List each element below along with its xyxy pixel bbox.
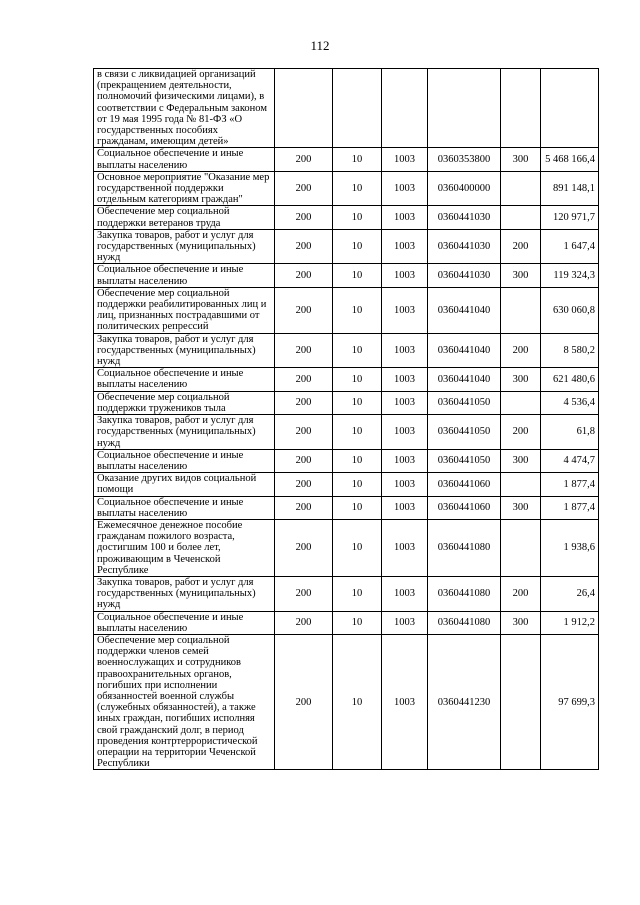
row-subsection-cell: 1003: [382, 264, 428, 287]
table-row: [94, 611, 599, 634]
row-amount-cell: 1 877,4: [541, 496, 599, 519]
row-expense-type-cell: 300: [501, 368, 541, 391]
table-row: [94, 634, 599, 769]
row-section-cell: 10: [333, 496, 382, 519]
row-name-cell: в связи с ликвидацией организаций (прекращением деятельности, полномочий физическими лицами), в соответствии с Федеральным законом от 19 мая 1995 года № 81-ФЗ «О государственных пособиях гражданам, имеющим детей»: [94, 69, 275, 148]
row-amount-cell: 119 324,3: [541, 264, 599, 287]
row-subsection-cell: 1003: [382, 611, 428, 634]
row-amount-cell: 1 647,4: [541, 229, 599, 264]
row-amount-cell: [541, 69, 599, 148]
row-amount-cell: 1 912,2: [541, 611, 599, 634]
row-amount-cell: 1 938,6: [541, 519, 599, 576]
row-subsection-cell: 1003: [382, 576, 428, 611]
row-expense-type-cell: [501, 391, 541, 414]
row-name-cell: Закупка товаров, работ и услуг для государственных (муниципальных) нужд: [94, 415, 275, 450]
row-section-cell: 10: [333, 519, 382, 576]
row-subsection-cell: 1003: [382, 171, 428, 206]
row-subsection-cell: 1003: [382, 287, 428, 333]
row-grbs-cell: 200: [275, 496, 333, 519]
row-target-article-cell: 0360441050: [428, 391, 501, 414]
row-grbs-cell: 200: [275, 148, 333, 171]
row-target-article-cell: 0360400000: [428, 171, 501, 206]
row-name-cell: Социальное обеспечение и иные выплаты населению: [94, 264, 275, 287]
row-section-cell: 10: [333, 391, 382, 414]
row-amount-cell: 621 480,6: [541, 368, 599, 391]
row-grbs-cell: [275, 69, 333, 148]
row-expense-type-cell: [501, 287, 541, 333]
table-row: [94, 391, 599, 414]
row-grbs-cell: 200: [275, 368, 333, 391]
row-grbs-cell: 200: [275, 206, 333, 229]
row-amount-cell: 630 060,8: [541, 287, 599, 333]
row-target-article-cell: 0360441050: [428, 415, 501, 450]
table-row: [94, 415, 599, 450]
row-grbs-cell: 200: [275, 576, 333, 611]
row-target-article-cell: 0360441040: [428, 368, 501, 391]
row-name-cell: Обеспечение мер социальной поддержки реабилитированных лиц и лиц, признанных пострадавшими от политических репрессий: [94, 287, 275, 333]
row-section-cell: 10: [333, 415, 382, 450]
budget-table: [93, 68, 599, 770]
row-expense-type-cell: 300: [501, 148, 541, 171]
row-subsection-cell: 1003: [382, 519, 428, 576]
row-section-cell: 10: [333, 449, 382, 472]
row-section-cell: 10: [333, 368, 382, 391]
row-expense-type-cell: 300: [501, 449, 541, 472]
row-amount-cell: 97 699,3: [541, 634, 599, 769]
row-expense-type-cell: [501, 634, 541, 769]
table-row: [94, 69, 599, 148]
row-target-article-cell: 0360441030: [428, 229, 501, 264]
row-amount-cell: 4 474,7: [541, 449, 599, 472]
row-name-cell: Ежемесячное денежное пособие гражданам пожилого возраста, достигшим 100 и более лет, проживающим в Чеченской Республике: [94, 519, 275, 576]
row-name-cell: Закупка товаров, работ и услуг для государственных (муниципальных) нужд: [94, 229, 275, 264]
row-subsection-cell: 1003: [382, 148, 428, 171]
row-amount-cell: 8 580,2: [541, 333, 599, 368]
row-section-cell: 10: [333, 148, 382, 171]
row-section-cell: 10: [333, 333, 382, 368]
table-row: [94, 206, 599, 229]
row-expense-type-cell: [501, 171, 541, 206]
table-row: [94, 148, 599, 171]
row-target-article-cell: 0360441080: [428, 519, 501, 576]
row-amount-cell: 61,8: [541, 415, 599, 450]
row-target-article-cell: 0360441040: [428, 287, 501, 333]
table-row: [94, 473, 599, 496]
row-expense-type-cell: 300: [501, 264, 541, 287]
row-section-cell: 10: [333, 229, 382, 264]
row-target-article-cell: 0360441030: [428, 206, 501, 229]
row-name-cell: Обеспечение мер социальной поддержки ветеранов труда: [94, 206, 275, 229]
table-row: [94, 576, 599, 611]
row-name-cell: Закупка товаров, работ и услуг для государственных (муниципальных) нужд: [94, 333, 275, 368]
row-target-article-cell: 0360441080: [428, 611, 501, 634]
row-section-cell: 10: [333, 611, 382, 634]
row-subsection-cell: 1003: [382, 415, 428, 450]
table-row: [94, 229, 599, 264]
row-target-article-cell: [428, 69, 501, 148]
row-subsection-cell: 1003: [382, 449, 428, 472]
row-expense-type-cell: [501, 206, 541, 229]
table-row: [94, 264, 599, 287]
row-amount-cell: 120 971,7: [541, 206, 599, 229]
row-subsection-cell: 1003: [382, 229, 428, 264]
row-target-article-cell: 0360441050: [428, 449, 501, 472]
row-section-cell: 10: [333, 287, 382, 333]
row-expense-type-cell: 200: [501, 229, 541, 264]
row-grbs-cell: 200: [275, 473, 333, 496]
table-row: [94, 519, 599, 576]
row-grbs-cell: 200: [275, 391, 333, 414]
row-expense-type-cell: 200: [501, 415, 541, 450]
row-name-cell: Обеспечение мер социальной поддержки тружеников тыла: [94, 391, 275, 414]
row-grbs-cell: 200: [275, 229, 333, 264]
row-amount-cell: 5 468 166,4: [541, 148, 599, 171]
row-section-cell: 10: [333, 634, 382, 769]
row-name-cell: Обеспечение мер социальной поддержки членов семей военнослужащих и сотрудников правоохранительных органов, погибших при исполнении обязанностей военной службы (служебных обязанностей), а также иных граждан, погибших исполняя свой гражданский долг, в период проведения контртеррористической операции на территории Чеченской Республики: [94, 634, 275, 769]
row-expense-type-cell: 300: [501, 611, 541, 634]
row-section-cell: 10: [333, 171, 382, 206]
row-amount-cell: 26,4: [541, 576, 599, 611]
row-expense-type-cell: [501, 519, 541, 576]
row-grbs-cell: 200: [275, 449, 333, 472]
row-section-cell: [333, 69, 382, 148]
row-section-cell: 10: [333, 576, 382, 611]
row-name-cell: Социальное обеспечение и иные выплаты населению: [94, 368, 275, 391]
table-row: [94, 333, 599, 368]
table-row: [94, 496, 599, 519]
row-subsection-cell: 1003: [382, 634, 428, 769]
row-name-cell: Социальное обеспечение и иные выплаты населению: [94, 449, 275, 472]
row-name-cell: Социальное обеспечение и иные выплаты населению: [94, 496, 275, 519]
row-expense-type-cell: [501, 69, 541, 148]
row-grbs-cell: 200: [275, 287, 333, 333]
row-amount-cell: 1 877,4: [541, 473, 599, 496]
row-name-cell: Оказание других видов социальной помощи: [94, 473, 275, 496]
row-section-cell: 10: [333, 473, 382, 496]
row-grbs-cell: 200: [275, 415, 333, 450]
table-row: [94, 449, 599, 472]
row-subsection-cell: [382, 69, 428, 148]
row-name-cell: Социальное обеспечение и иные выплаты населению: [94, 148, 275, 171]
row-target-article-cell: 0360441080: [428, 576, 501, 611]
row-target-article-cell: 0360441040: [428, 333, 501, 368]
row-expense-type-cell: 200: [501, 333, 541, 368]
row-grbs-cell: 200: [275, 333, 333, 368]
row-subsection-cell: 1003: [382, 206, 428, 229]
row-subsection-cell: 1003: [382, 473, 428, 496]
row-target-article-cell: 0360441230: [428, 634, 501, 769]
row-expense-type-cell: 200: [501, 576, 541, 611]
page-number: 112: [310, 38, 330, 53]
row-section-cell: 10: [333, 264, 382, 287]
row-grbs-cell: 200: [275, 171, 333, 206]
row-grbs-cell: 200: [275, 634, 333, 769]
row-subsection-cell: 1003: [382, 368, 428, 391]
table-row: [94, 368, 599, 391]
row-target-article-cell: 0360441030: [428, 264, 501, 287]
row-section-cell: 10: [333, 206, 382, 229]
row-subsection-cell: 1003: [382, 496, 428, 519]
budget-table-body: [94, 69, 599, 770]
row-name-cell: Закупка товаров, работ и услуг для государственных (муниципальных) нужд: [94, 576, 275, 611]
row-grbs-cell: 200: [275, 519, 333, 576]
row-amount-cell: 891 148,1: [541, 171, 599, 206]
table-row: [94, 171, 599, 206]
row-name-cell: Социальное обеспечение и иные выплаты населению: [94, 611, 275, 634]
row-target-article-cell: 0360441060: [428, 473, 501, 496]
row-subsection-cell: 1003: [382, 333, 428, 368]
row-grbs-cell: 200: [275, 611, 333, 634]
row-target-article-cell: 0360441060: [428, 496, 501, 519]
table-row: [94, 287, 599, 333]
row-target-article-cell: 0360353800: [428, 148, 501, 171]
row-amount-cell: 4 536,4: [541, 391, 599, 414]
row-name-cell: Основное мероприятие "Оказание мер государственной поддержки отдельным категориям граждан": [94, 171, 275, 206]
row-grbs-cell: 200: [275, 264, 333, 287]
row-subsection-cell: 1003: [382, 391, 428, 414]
row-expense-type-cell: 300: [501, 496, 541, 519]
row-expense-type-cell: [501, 473, 541, 496]
